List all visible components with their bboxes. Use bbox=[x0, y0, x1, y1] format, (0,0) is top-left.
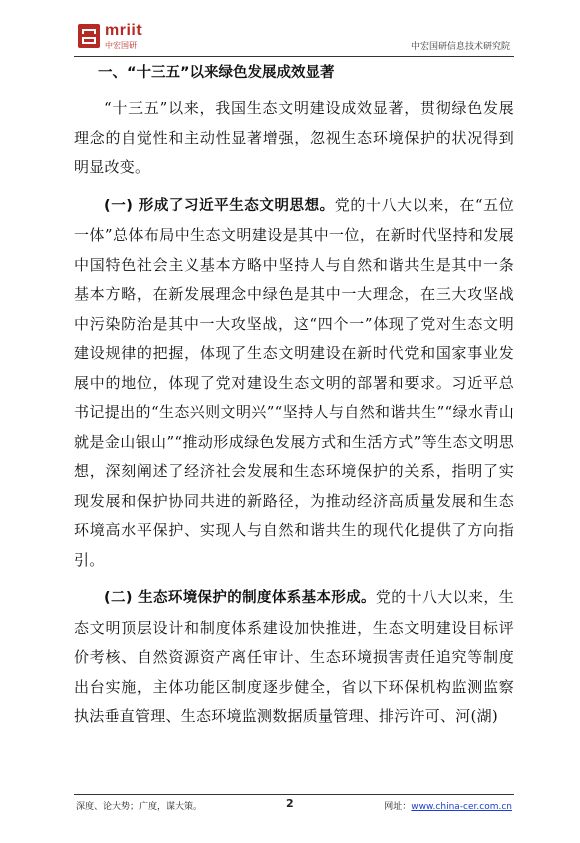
page-footer bbox=[74, 794, 514, 817]
logo-subtext: 中宏国研 bbox=[105, 41, 137, 50]
paragraph-text: 党的十八大以来，在“五位一体”总体布局中生态文明建设是其中一位，在新时代坚持和发展中国特色社会主义基本方略中坚持人与自然和谐共生是其中一条基本方略，在新发展理念中绿色是其中一大理念，在三大攻坚战中污染防治是其中一大攻坚战，这“四个一”体现了党对生态文明建设规律的把握，体现了生态文明建设在新时代党和国家事业发展中的地位，体现了党对建设生态文明的部署和要求。习近平总书记提出的“生态兴则文明兴”“坚持人与自然和谐共生”“绿水青山就是金山银山”“推动形成绿色发展方式和生活方式”等生态文明思想，深刻阐述了经济社会发展和生态环境保护的关系，指明了实现发展和保护协同共进的新路径，为推动经济高质量发展和生态环境高水平保护、实现人与自然和谐共生的现代化提供了方向指引。 bbox=[74, 195, 514, 569]
paragraph-institutional-system bbox=[74, 583, 514, 732]
logo-mark-icon bbox=[78, 24, 100, 48]
document-body bbox=[74, 62, 514, 732]
page-number: 2 bbox=[286, 797, 294, 810]
paragraph-lead: (二) 生态环境保护的制度体系基本形成。 bbox=[104, 590, 376, 606]
logo bbox=[78, 22, 168, 52]
section-title: 一、“十三五”以来绿色发展成效显著 bbox=[98, 65, 335, 81]
header-org-name: 中宏国研信息技术研究院 bbox=[410, 42, 510, 52]
paragraph-ecological-thought bbox=[74, 191, 514, 576]
paragraph-lead: (一) 形成了习近平生态文明思想。 bbox=[104, 197, 335, 214]
footer-motto: 深度、论大势；广度，谋大策。 bbox=[76, 802, 203, 812]
logo-text: mriit bbox=[105, 22, 143, 39]
paragraph-intro bbox=[74, 94, 514, 183]
footer-website bbox=[384, 799, 512, 812]
paragraph-text: “十三五”以来，我国生态文明建设成效显著，贯彻绿色发展理念的自觉性和主动性显著增强，忽视生态环境保护的状况得到明显改变。 bbox=[74, 99, 514, 176]
footer-site-label: 网址： bbox=[384, 802, 412, 812]
paragraph-text: 党的十八大以来，生态文明顶层设计和制度体系建设加快推进，生态文明建设目标评价考核、自然资源资产离任审计、生态环境损害责任追究等制度出台实施，主体功能区制度逐步健全，省以下环保机构监测监察执法垂直管理、生态环境监测数据质量管理、排污许可、河(湖) bbox=[74, 588, 514, 725]
page-header bbox=[74, 20, 514, 57]
website-link[interactable]: www.china-cer.com.cn bbox=[411, 802, 512, 812]
